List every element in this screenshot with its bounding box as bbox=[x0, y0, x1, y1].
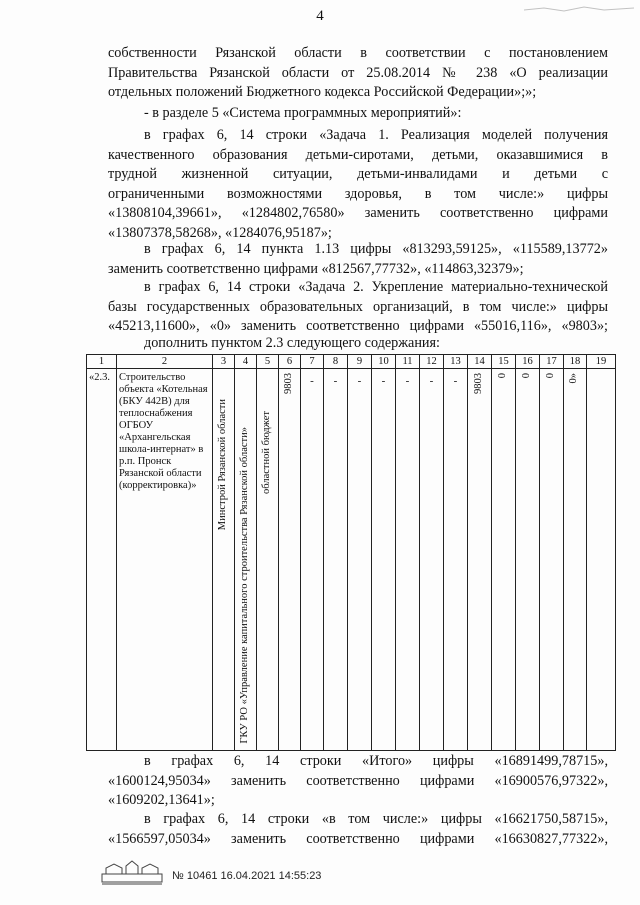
text-line: «1600124,95034» заменить соответственно цифрами «16900576,97322», bbox=[108, 772, 608, 789]
value-cell-9 bbox=[348, 369, 372, 751]
column-header: 15 bbox=[492, 355, 516, 369]
text-line: трудной жизненной ситуации, детьми-инвалидами и детьми с bbox=[108, 166, 608, 183]
executor-text: ГКУ РО «Управление капитального строительства Рязанской области» bbox=[238, 427, 250, 744]
column-header: 7 bbox=[301, 355, 324, 369]
column-header: 16 bbox=[516, 355, 540, 369]
itogo-paragraph bbox=[108, 752, 608, 811]
text-line: «13808104,39661», «1284802,76580» заменить соответственно цифрами bbox=[108, 205, 608, 222]
add-item-paragraph bbox=[108, 334, 608, 354]
value-cell-13 bbox=[444, 369, 468, 751]
column-header: 5 bbox=[257, 355, 279, 369]
page-number: 4 bbox=[316, 8, 324, 24]
column-header: 8 bbox=[324, 355, 348, 369]
column-header: 14 bbox=[468, 355, 492, 369]
column-header: 17 bbox=[540, 355, 564, 369]
task1-paragraph bbox=[108, 126, 608, 244]
responsible-cell bbox=[213, 369, 235, 751]
column-header: 19 bbox=[587, 355, 616, 369]
text-line: отдельных положений Бюджетного кодекса Российской Федерации»;»; bbox=[108, 84, 537, 101]
text-line: «1609202,13641»; bbox=[108, 792, 215, 809]
value-cell-16 bbox=[516, 369, 540, 751]
text-line: в графах 6, 14 строки «Задача 1. Реализация моделей получения bbox=[144, 127, 608, 143]
funding-source-text: областной бюджет bbox=[260, 411, 272, 494]
column-header: 4 bbox=[235, 355, 257, 369]
item113-paragraph bbox=[108, 240, 608, 279]
value-text: 9803 bbox=[472, 373, 484, 394]
value-text: - bbox=[405, 375, 410, 387]
vtom-paragraph bbox=[108, 810, 608, 849]
value-cell-10 bbox=[372, 369, 396, 751]
text-line: Правительства Рязанской области от 25.08.2014 № 238 «О реализации bbox=[108, 64, 608, 81]
value-text: - bbox=[357, 375, 362, 387]
registration-stamp: № 10461 16.04.2021 14:55:23 bbox=[172, 870, 322, 882]
column-header: 2 bbox=[117, 355, 213, 369]
column-header: 12 bbox=[420, 355, 444, 369]
column-header: 11 bbox=[396, 355, 420, 369]
text-line: заменить соответственно цифрами «812567,77732», «114863,32379»; bbox=[108, 260, 524, 277]
column-header: 18 bbox=[564, 355, 587, 369]
value-text: 9803 bbox=[282, 373, 294, 394]
text-line: «45213,11600», «0» заменить соответственно цифрами «55016,116», «9803»; bbox=[108, 318, 608, 335]
text-line: качественного образования детьми-сиротами, детьми, оказавшимися в bbox=[108, 146, 608, 163]
text-line: - в разделе 5 «Система программных мероприятий»: bbox=[144, 105, 462, 121]
value-cell-6 bbox=[279, 369, 301, 751]
text-line: собственности Рязанской области в соответствии с постановлением bbox=[108, 45, 608, 61]
column-header: 10 bbox=[372, 355, 396, 369]
text-line: в графах 6, 14 строки «Задача 2. Укрепление материально-технической bbox=[144, 279, 608, 295]
value-text: - bbox=[453, 375, 458, 387]
column-header: 1 bbox=[87, 355, 117, 369]
value-text: 0 bbox=[496, 373, 508, 379]
text-line: в графах 6, 14 строки «в том числе:» цифры «16621750,58715», bbox=[144, 811, 608, 827]
value-text: - bbox=[381, 375, 386, 387]
section5-paragraph bbox=[108, 104, 608, 124]
text-line: в графах 6, 14 пункта 1.13 цифры «813293,59125», «115589,13772» bbox=[144, 241, 608, 257]
government-building-icon bbox=[100, 858, 164, 886]
table-row bbox=[87, 369, 616, 751]
value-text: 0 bbox=[520, 373, 532, 379]
value-cell-18 bbox=[564, 369, 587, 751]
header-row bbox=[87, 355, 616, 369]
text-line: «1566597,05034» заменить соответственно цифрами «16630827,77322», bbox=[108, 830, 608, 847]
column-header: 6 bbox=[279, 355, 301, 369]
task2-paragraph bbox=[108, 278, 608, 337]
column-header: 9 bbox=[348, 355, 372, 369]
row-number: «2.3. bbox=[87, 369, 117, 751]
value-cell-14 bbox=[468, 369, 492, 751]
value-text: 0» bbox=[568, 373, 579, 384]
value-cell-19 bbox=[587, 369, 616, 751]
value-text: - bbox=[429, 375, 434, 387]
funding-source-cell bbox=[257, 369, 279, 751]
text-line: ограниченными возможностями здоровья, в том числе:» цифры bbox=[108, 185, 608, 202]
value-text: - bbox=[310, 375, 314, 387]
program-table bbox=[86, 354, 616, 751]
text-line: дополнить пунктом 2.3 следующего содержания: bbox=[144, 335, 440, 351]
intro-paragraph bbox=[108, 44, 608, 103]
text-line: «13807378,58268», «1284076,95187»; bbox=[108, 224, 332, 241]
value-cell-7 bbox=[301, 369, 324, 751]
value-cell-17 bbox=[540, 369, 564, 751]
value-cell-8 bbox=[324, 369, 348, 751]
responsible-text: Минстрой Рязанской области bbox=[216, 398, 228, 530]
value-cell-15 bbox=[492, 369, 516, 751]
text-line: базы государственных образовательных организаций, в том числе:» цифры bbox=[108, 298, 608, 315]
value-text: 0 bbox=[544, 373, 556, 379]
row-name: Строительство объекта «Котельная (БКУ 442В) для теплоснабжения ОГБОУ «Архангельская школа-интернат» в р.п. Пронск Рязанской области (корректировка)» bbox=[117, 369, 213, 751]
executor-cell bbox=[235, 369, 257, 751]
column-header: 3 bbox=[213, 355, 235, 369]
column-header: 13 bbox=[444, 355, 468, 369]
value-text: - bbox=[333, 375, 338, 387]
value-cell-12 bbox=[420, 369, 444, 751]
text-line: в графах 6, 14 строки «Итого» цифры «16891499,78715», bbox=[144, 753, 608, 769]
value-cell-11 bbox=[396, 369, 420, 751]
